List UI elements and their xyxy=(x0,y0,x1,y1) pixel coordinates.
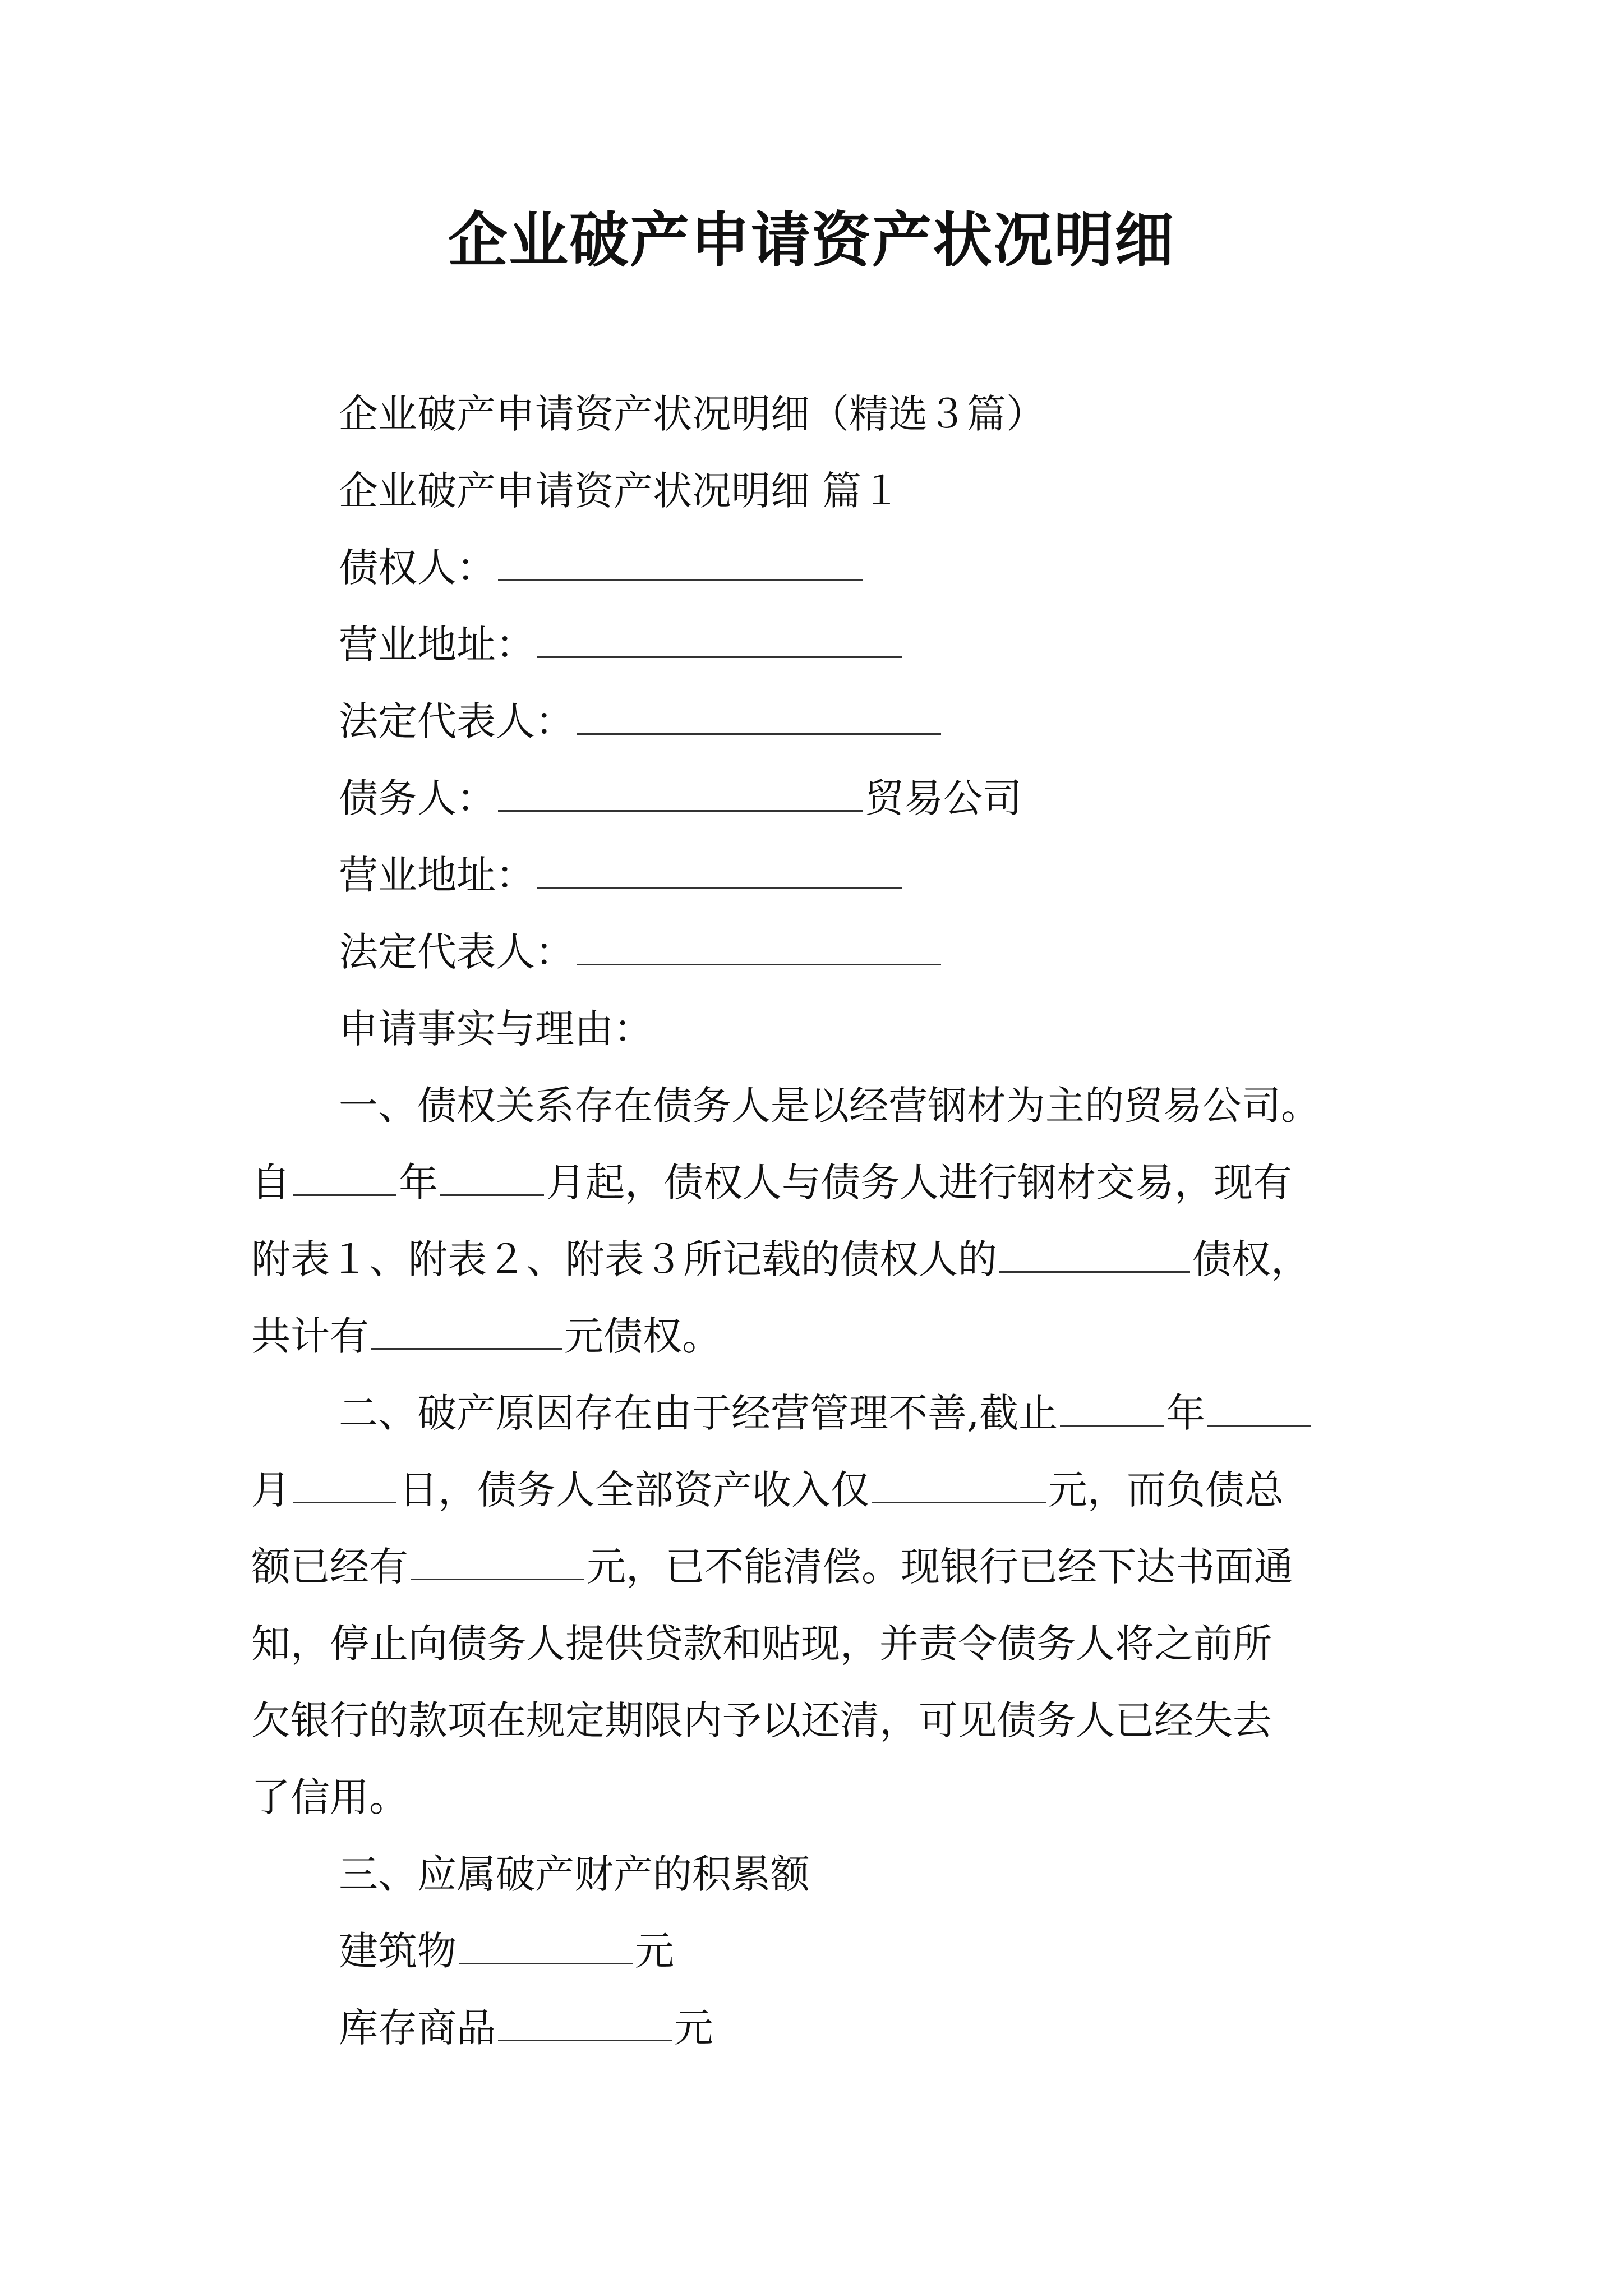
text-fragment: 月起，债权人与债务人进行钢材交易，现有 xyxy=(546,1159,1292,1205)
text-fragment: 月 xyxy=(251,1467,291,1513)
inventory-blank xyxy=(498,2005,672,2041)
total-claim-blank xyxy=(371,1313,562,1350)
buildings-label: 建筑物 xyxy=(339,1928,457,1974)
section-heading: 企业破产申请资产状况明细 篇１ xyxy=(339,468,901,514)
debtor-legal-rep-line xyxy=(251,914,1395,991)
creditor-address-label: 营业地址： xyxy=(339,622,535,668)
paragraph-1-line-4 xyxy=(251,1298,1395,1375)
creditor-blank xyxy=(498,545,863,581)
debtor-address-blank xyxy=(537,852,902,889)
text-fragment: 自 xyxy=(251,1159,291,1205)
creditor-address-blank xyxy=(537,622,902,658)
facts-heading: 申请事实与理由： xyxy=(339,1006,653,1052)
inventory-label: 库存商品 xyxy=(339,2005,496,2051)
text-fragment: 元，而负债总 xyxy=(1048,1467,1284,1513)
text-fragment: 二、破产原因存在由于经营管理不善,截止 xyxy=(339,1390,1058,1436)
creditor-label: 债权人： xyxy=(339,545,496,591)
paragraph-2-line-1 xyxy=(251,1375,1395,1452)
debtor-line xyxy=(251,760,1395,837)
text-fragment: 共计有 xyxy=(251,1313,369,1359)
year-blank xyxy=(1060,1390,1164,1427)
creditor-line xyxy=(251,530,1395,606)
paragraph-2-line-2 xyxy=(251,1452,1395,1529)
yuan-unit: 元 xyxy=(635,1928,674,1974)
creditor-legal-rep-label: 法定代表人： xyxy=(339,698,574,744)
paragraph-1-line-1: 一、债权关系存在债务人是以经营钢材为主的贸易公司。 xyxy=(339,1083,1320,1129)
text-fragment: 日，债务人全部资产收入仅 xyxy=(399,1467,870,1513)
debtor-suffix: 贸易公司 xyxy=(865,775,1022,821)
liabilities-blank xyxy=(411,1544,584,1580)
debtor-legal-rep-label: 法定代表人： xyxy=(339,929,574,975)
debtor-address-label: 营业地址： xyxy=(339,852,535,898)
document-body xyxy=(251,376,1395,2067)
paragraph-2-line-6: 了信用。 xyxy=(251,1774,408,1820)
year-blank xyxy=(293,1159,396,1196)
debtor-legal-rep-blank xyxy=(577,929,941,965)
creditor-legal-rep-blank xyxy=(577,698,941,735)
text-fragment: 元，已不能清偿。现银行已经下达书面通 xyxy=(587,1544,1293,1590)
paragraph-2-line-3 xyxy=(251,1529,1395,1605)
text-fragment: 额已经有 xyxy=(251,1544,408,1590)
text-fragment: 附表１、附表２、附表３所记载的债权人的 xyxy=(251,1236,997,1282)
paragraph-2-line-5: 欠银行的款项在规定期限内予以还清，可见债务人已经失去 xyxy=(251,1697,1272,1743)
month-blank xyxy=(1207,1390,1311,1427)
day-blank xyxy=(293,1467,396,1503)
text-fragment: 元债权。 xyxy=(564,1313,721,1359)
paragraph-3-heading: 三、应属破产财产的积累额 xyxy=(339,1851,810,1897)
debtor-label: 债务人： xyxy=(339,775,496,821)
creditor-legal-rep-line xyxy=(251,683,1395,760)
document-title: 企业破产申请资产状况明细 xyxy=(448,205,1175,275)
buildings-blank xyxy=(459,1928,633,1964)
debtor-address-line xyxy=(251,837,1395,914)
paragraph-1-line-2 xyxy=(251,1144,1395,1221)
text-fragment: 年 xyxy=(1166,1390,1206,1436)
inventory-line xyxy=(251,1990,1395,2067)
creditor-address-line xyxy=(251,606,1395,683)
claim-blank xyxy=(999,1236,1190,1273)
debtor-blank xyxy=(498,775,863,812)
paragraph-2-line-4: 知，停止向债务人提供贷款和贴现，并责令债务人将之前所 xyxy=(251,1621,1272,1667)
yuan-unit: 元 xyxy=(674,2005,713,2051)
assets-blank xyxy=(872,1467,1046,1503)
text-fragment: 债权， xyxy=(1192,1236,1310,1282)
subtitle: 企业破产申请资产状况明细（精选３篇） xyxy=(339,391,1045,437)
month-blank xyxy=(440,1159,544,1196)
paragraph-1-line-3 xyxy=(251,1221,1395,1298)
buildings-line xyxy=(251,1913,1395,1990)
text-fragment: 年 xyxy=(399,1159,438,1205)
